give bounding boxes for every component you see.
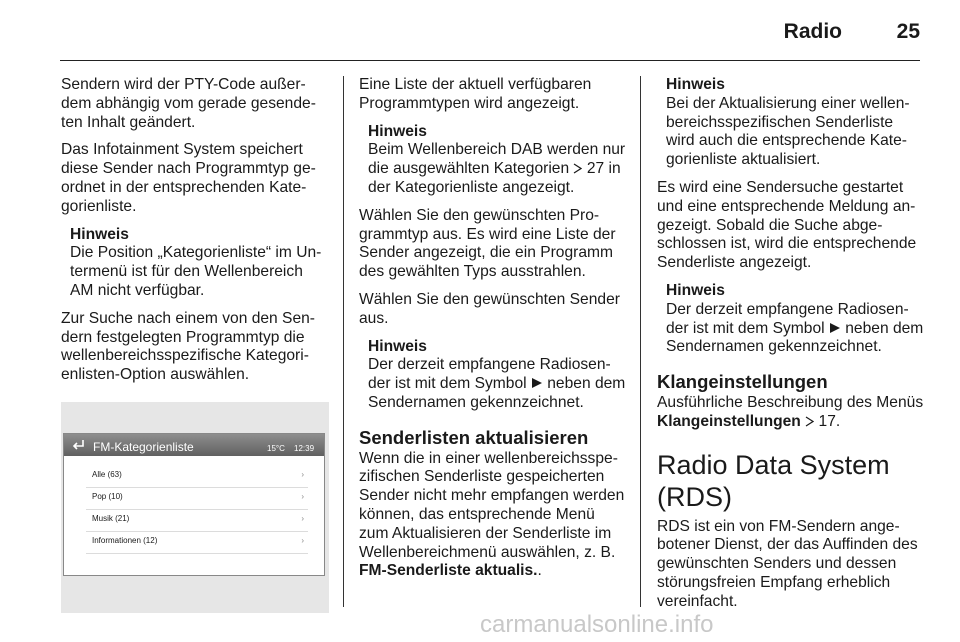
list-item[interactable]	[86, 466, 308, 488]
list-item-label: Musik (21)	[92, 513, 130, 523]
note-text: Beim Wellenbereich DAB werden nur die ausgewählten Kategorien	[368, 141, 626, 178]
paragraph	[359, 450, 627, 582]
paragraph: Zur Suche nach einem von den Sendern festgelegten Programmtyp die wellenbereichsspezifische Kategorienlisten-Option auswählen.	[61, 309, 315, 384]
clock-readout: 12:39	[294, 443, 315, 453]
list-item-label: Informationen (12)	[92, 535, 158, 545]
page-number: 25	[896, 20, 920, 43]
note-heading: Hinweis	[666, 76, 725, 93]
note-text: Der derzeit empfangene Radiosender ist mit dem Symbol	[666, 300, 909, 337]
chapter-heading: Radio Data System (RDS)	[657, 449, 890, 512]
column-divider	[343, 76, 344, 607]
list-item[interactable]	[86, 488, 308, 510]
header-divider	[60, 60, 920, 61]
list-item[interactable]	[86, 510, 308, 532]
paragraph: RDS ist ein von FM-Sendern angebotener Dienst, der das Auffinden des gewünschten Senders und dessen störungsfreien Empfang erheblich vereinfacht.	[657, 517, 918, 610]
note-text: in der Kategorienliste angezeigt.	[368, 160, 621, 196]
column-1	[61, 76, 329, 613]
note-heading: Hinweis	[368, 337, 427, 355]
note-text: Die Position „Kategorienliste“ im Untermenü ist für den Wellenbereich AM nicht verfügbar.	[70, 244, 322, 299]
screen-display	[63, 433, 325, 576]
note-heading: Hinweis	[70, 225, 129, 243]
paragraph-text: .	[835, 412, 841, 430]
note-text: Bei der Aktualisierung einer wellenbereichsspezifischen Senderliste wird auch die entsprechende Kategorienliste aktualisiert.	[666, 94, 910, 169]
note	[368, 338, 627, 413]
column-2	[359, 76, 627, 590]
temperature-readout: 15°C	[267, 443, 285, 453]
chevron-right-icon: ›	[301, 491, 304, 501]
screen-title-bar	[64, 434, 324, 456]
back-arrow-icon[interactable]	[71, 437, 85, 456]
section-heading: Klangeinstellungen	[657, 371, 828, 393]
note-text: neben dem Sendernamen gekennzeichnet.	[368, 375, 626, 411]
play-triangle-icon	[829, 320, 841, 337]
page-reference[interactable]: 17	[818, 412, 836, 430]
reference-arrow-icon	[573, 160, 582, 177]
screen-title: FM-Kategorienliste	[93, 439, 194, 454]
note-heading: Hinweis	[368, 122, 427, 140]
paragraph: Wählen Sie den gewünschten Sender aus.	[359, 290, 620, 327]
paragraph: Eine Liste der aktuell verfügbaren Programmtypen wird angezeigt.	[359, 76, 592, 112]
note-text: neben dem Sendernamen gekennzeichnet.	[666, 319, 924, 356]
infotainment-screenshot	[61, 402, 329, 613]
note	[666, 76, 925, 170]
section-heading: Senderlisten aktualisieren	[359, 426, 589, 448]
paragraph: Sendern wird der PTY-Code außerdem abhängig vom gerade gesendeten Inhalt geändert.	[61, 76, 316, 131]
note-text: Der derzeit empfangene Radiosender ist mit dem Symbol	[368, 356, 611, 393]
column-3	[657, 76, 925, 621]
watermark: carmanualsonline.info	[480, 611, 714, 638]
reference-arrow-icon	[805, 413, 814, 430]
note	[666, 282, 925, 357]
list-item[interactable]	[86, 532, 308, 554]
list-item-label: Pop (10)	[92, 491, 123, 501]
paragraph: Es wird eine Sendersuche gestartet und eine entsprechende Meldung angezeigt. Sobald die Suche abgeschlossen ist, wird die entsprechende Senderliste angezeigt.	[657, 178, 917, 272]
menu-item-name: FM-Senderliste aktualis.	[359, 562, 538, 580]
paragraph-text: Ausführliche Beschreibung des Menüs	[657, 393, 924, 411]
list-item-label: Alle (63)	[92, 469, 122, 479]
note	[70, 226, 329, 301]
paragraph: Das Infotainment System speichert diese Sender nach Programmtyp geordnet in der entsprechenden Kategorienliste.	[61, 141, 316, 215]
paragraph-text: .	[537, 562, 542, 580]
chevron-right-icon: ›	[301, 535, 304, 545]
chevron-right-icon: ›	[301, 513, 304, 523]
note	[368, 123, 627, 198]
paragraph	[657, 394, 925, 432]
column-divider	[640, 76, 641, 607]
note-heading: Hinweis	[666, 281, 725, 299]
section-title: Radio	[783, 20, 842, 43]
paragraph-text: Wenn die in einer wellenbereichsspezifischen Senderliste gespeicherten Sender nicht mehr empfangen werden können, das entsprechende Menü zum Aktualisieren der Senderliste im Wellenbereichmenü auswählen, z. B.	[359, 449, 625, 561]
page-reference[interactable]: 27	[586, 160, 605, 178]
menu-item-name: Klangeinstellungen	[657, 412, 801, 430]
chevron-right-icon: ›	[301, 469, 304, 479]
category-list	[86, 466, 308, 554]
paragraph: Wählen Sie den gewünschten Programmtyp aus. Es wird eine Liste der Sender angezeigt, die ein Programm des gewählten Typs ausstrahlen.	[359, 206, 616, 281]
page-header	[0, 0, 960, 62]
play-triangle-icon	[531, 375, 543, 392]
